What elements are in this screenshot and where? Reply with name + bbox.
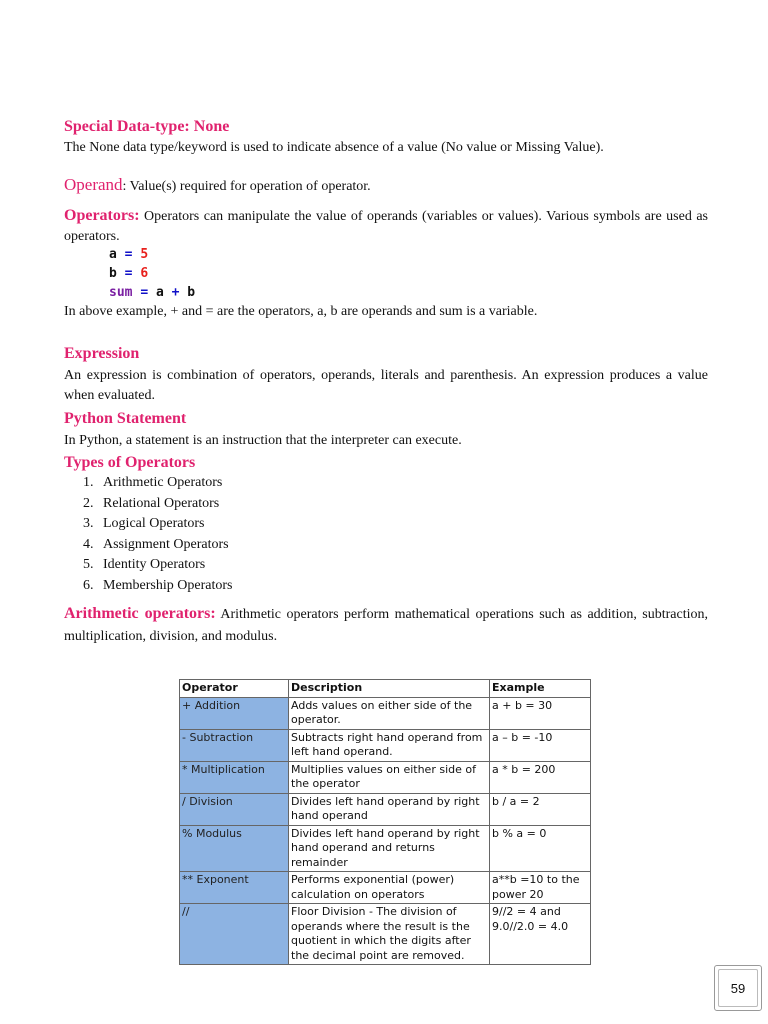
section-operand [64, 175, 708, 197]
heading-types: Types of Operators [64, 454, 196, 471]
section-operators [64, 206, 708, 247]
heading-operand: Operand [64, 175, 123, 194]
header-description: Description [289, 680, 490, 698]
section-expression [64, 345, 708, 406]
cell-description: Adds values on either side of the operator. [289, 697, 490, 729]
text-expression: An expression is combination of operators, operands, literals and parenthesis. An expression produces a value when evaluated. [64, 368, 708, 403]
table-row [180, 904, 591, 965]
code-line-1 [109, 245, 195, 264]
table-row [180, 872, 591, 904]
cell-example: a**b =10 to the power 20 [490, 872, 591, 904]
cell-description: Divides left hand operand by right hand operand and returns remainder [289, 825, 490, 872]
header-operator: Operator [180, 680, 289, 698]
code-op: = [140, 285, 149, 300]
list-item: 1. Arithmetic Operators [97, 473, 708, 494]
heading-none: Special Data-type: None [64, 118, 230, 135]
text-operators-note: In above example, + and = are the operators, a, b are operands and sum is a variable. [64, 304, 538, 319]
code-sample [109, 245, 195, 302]
table-row [180, 761, 591, 793]
table-row [180, 697, 591, 729]
code-op: = [124, 247, 133, 262]
cell-example: a – b = -10 [490, 729, 591, 761]
table-row [180, 793, 591, 825]
list-item: 2. Relational Operators [97, 494, 708, 515]
header-example: Example [490, 680, 591, 698]
code-op: + [171, 285, 180, 300]
text-arithmetic: Arithmetic operators perform mathematical operations such as addition, subtraction, multiplication, division, and modulus. [64, 607, 709, 644]
cell-operator: / Division [180, 793, 289, 825]
heading-operators: Operators: [64, 207, 140, 224]
list-item: 5. Identity Operators [97, 555, 708, 576]
heading-statement: Python Statement [64, 410, 187, 427]
list-item: 6. Membership Operators [97, 576, 708, 597]
code-num: 6 [140, 266, 149, 281]
text-none: The None data type/keyword is used to indicate absence of a value (No value or Missing Value). [64, 140, 604, 155]
cell-example: b / a = 2 [490, 793, 591, 825]
section-statement [64, 410, 708, 451]
cell-operator: ** Exponent [180, 872, 289, 904]
section-types [64, 454, 708, 596]
cell-description: Floor Division - The division of operands where the result is the quotient in which the digits after the decimal point are removed. [289, 904, 490, 965]
cell-description: Multiplies values on either side of the operator [289, 761, 490, 793]
code-op: = [124, 266, 133, 281]
cell-description: Performs exponential (power) calculation on operators [289, 872, 490, 904]
table-header-row [180, 680, 591, 698]
types-list [64, 473, 708, 596]
code-line-2 [109, 264, 195, 283]
text-statement: In Python, a statement is an instruction that the interpreter can execute. [64, 433, 462, 448]
cell-operator: // [180, 904, 289, 965]
cell-example: 9//2 = 4 and 9.0//2.0 = 4.0 [490, 904, 591, 965]
cell-operator: - Subtraction [180, 729, 289, 761]
page-number: 59 [730, 980, 746, 996]
code-num: 5 [140, 247, 149, 262]
section-arithmetic [64, 603, 708, 648]
section-none [64, 118, 708, 158]
code-var-a: a [155, 285, 164, 300]
code-var-a: a [109, 247, 117, 262]
operators-note [64, 302, 708, 322]
text-operators: Operators can manipulate the value of operands (variables or values). Various symbols are used as operators. [64, 209, 708, 244]
cell-operator: % Modulus [180, 825, 289, 872]
cell-example: b % a = 0 [490, 825, 591, 872]
code-var-b: b [187, 285, 196, 300]
code-var-b: b [109, 266, 117, 281]
table-row [180, 729, 591, 761]
list-item: 3. Logical Operators [97, 514, 708, 535]
cell-description: Subtracts right hand operand from left hand operand. [289, 729, 490, 761]
table-row [180, 825, 591, 872]
operators-table [179, 679, 591, 965]
cell-description: Divides left hand operand by right hand operand [289, 793, 490, 825]
cell-operator: * Multiplication [180, 761, 289, 793]
code-var-sum: sum [109, 285, 133, 300]
cell-example: a + b = 30 [490, 697, 591, 729]
page-number-box [714, 965, 762, 1011]
code-line-3 [109, 283, 195, 302]
cell-example: a * b = 200 [490, 761, 591, 793]
list-item: 4. Assignment Operators [97, 535, 708, 556]
text-operand: : Value(s) required for operation of operator. [122, 179, 371, 194]
cell-operator: + Addition [180, 697, 289, 729]
heading-expression: Expression [64, 345, 140, 362]
heading-arithmetic: Arithmetic operators: [64, 605, 216, 622]
